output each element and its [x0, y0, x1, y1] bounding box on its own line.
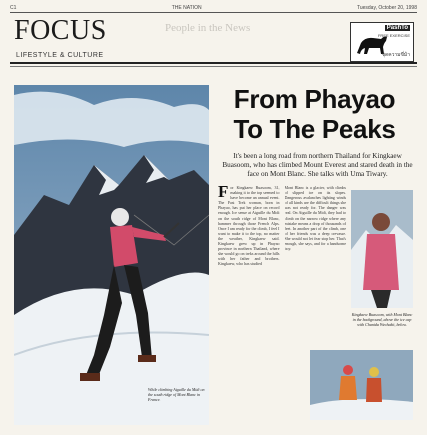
- headline-line-1: From Phayao: [233, 84, 396, 114]
- section-subtitle: LIFESTYLE & CULTURE: [16, 52, 104, 59]
- section-title: FOCUS: [14, 15, 107, 46]
- headline-line-2: To The Peaks: [233, 114, 396, 144]
- climber-portrait-image: [351, 190, 413, 308]
- masthead-rule: [10, 62, 417, 64]
- portrait-caption: Kingkaew Buasoom, with Mont Blanc in the background, above the ice cap with Chanida Wechakit, below.: [351, 312, 413, 327]
- page-header: [10, 4, 417, 12]
- header-rule: [10, 12, 417, 13]
- main-photo-caption: While climbing Aiguille du Midi on the south ridge of Mont Blanc in France.: [148, 387, 205, 402]
- portrait-photo: [351, 190, 413, 308]
- summit-photo: [310, 350, 413, 420]
- column-2-text: Mont Blanc is a glacier, with climbs of slipped ice on its slopes. Dangerous avalanches lighting winds of all kinds are the difficult things she was not ready for. The danger was real. On Aiguille du Midi, they had to climb on the narrow ridge where any mistake means a drop of thousands of feet. In another part of the climb, one of her friends was a deep crevasse. She would not let fear stop her. That's enough, she says, and for a handsome boy.: [284, 185, 346, 252]
- article-column-1: [218, 185, 280, 425]
- drop-cap: F: [218, 185, 229, 201]
- article-headline: [212, 84, 417, 144]
- masthead-rule-thin: [10, 66, 417, 67]
- column-1-text: or Kingkaew Buasoom, 31, making it to the top seemed to have become an annual event. The Fast Trek woman, born in Phayao, has put her place on record enough. Ice sense at Aiguille du Midi on the south ridge of Mont Blanc, hammer through those French Alps. Once I am ready for the climb, I feel I want to make it to the top, no matter the weather, Kingkaew said. Kingkaew grew up in Phayao province in northern Thailand, where she would go on treks around the hills with her father and brothers. Kingkaew, who has studied: [218, 185, 280, 267]
- page-number: C1: [10, 5, 17, 11]
- article-deck: It's been a long road from northern Thailand for Kingkaew Buasoom, who has climbed Mount Everest and stared death in the face on Mont Blanc. She talks with Uma Tiwary.: [222, 152, 413, 178]
- publication-date: Tuesday, October 20, 1998: [356, 5, 417, 11]
- two-climbers-image: [310, 350, 413, 420]
- publication-name: THE NATION: [171, 5, 202, 11]
- ad-brand: PashTo: [386, 25, 408, 31]
- climber-on-ice-image: [14, 85, 209, 425]
- show-through-text: People in the News: [165, 22, 251, 34]
- main-climbing-photo: [14, 85, 209, 425]
- ad-tagline: FREE EXERCISE: [377, 33, 410, 38]
- advertisement: [350, 22, 414, 62]
- ad-thai-text: ชุดความขี่ม้า: [381, 52, 410, 58]
